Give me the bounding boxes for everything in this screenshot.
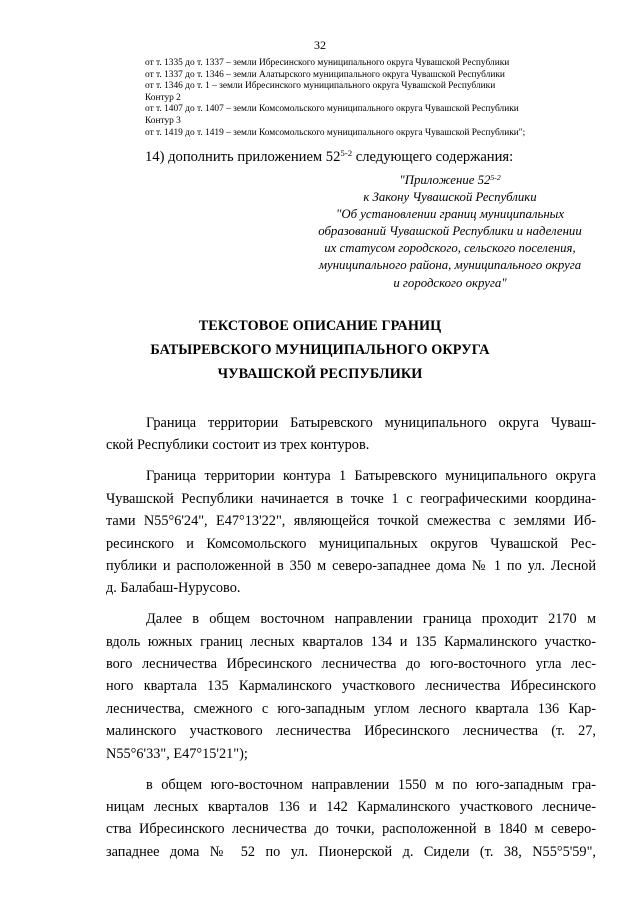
document-heading [0,314,640,386]
page-number: 32 [314,38,326,52]
boundary-segment-line: от т. 1335 до т. 1337 – земли Ибресинского муниципального округа Чувашской Республики [145,58,510,68]
text-line: ницам лесных кварталов 136 и 142 Кармалинского участкового лесниче- [106,799,596,816]
text-line: д. Балабаш-Нурусово. [106,580,241,597]
text-line: вдоль южных границ лесных кварталов 134 и 135 Кармалинского участко- [106,633,596,650]
appendix-line: к Закону Чувашской Республики [363,190,537,205]
body-text [106,412,596,863]
boundary-segment-line: от т. 1337 до т. 1346 – земли Алатырского муниципального округа Чувашской Республики [145,69,505,80]
contour-label: Контур 2 [145,92,181,103]
paragraph [106,774,596,864]
appendix-header [270,172,630,292]
heading-line: БАТЫРЕВСКОГО МУНИЦИПАЛЬНОГО ОКРУГА [150,342,490,358]
text-line: Чувашской Республики начинается в точке 1 с географическими координа- [106,490,596,507]
text-line: N55°6'33", E47°15'21"); [106,745,248,762]
paragraph [106,465,596,599]
text-line: малинского участкового лесничества Ибресинского лесничества (т. 27, [106,723,596,740]
boundary-segment-line: от т. 1419 до т. 1419 – земли Комсомольского муниципального округа Чувашской Республики"; [145,127,526,138]
text-line: ного квартала 135 Кармалинского участкового лесничества Ибресинского [106,678,596,695]
paragraph [106,608,596,765]
text-line: ства Ибресинского лесничества до точки, расположенной в 1840 м северо- [106,821,596,838]
appendix-title [270,172,630,189]
amendment-item-14 [145,148,513,166]
text-line: тами N55°6'24", E47°13'22", являющейся точкой смежества с землями Иб- [106,513,596,530]
appendix-line: муниципального района, муниципального округа [318,258,582,273]
heading-line: ТЕКСТОВОЕ ОПИСАНИЕ ГРАНИЦ [198,318,442,334]
text-line: ской Республики состоит из трех контуров. [106,437,370,454]
appendix-line: их статусом городского, сельского поселения, [324,241,576,256]
item-14-text: 14) дополнить приложением 52 [145,149,341,165]
boundary-segment-line: от т. 1407 до т. 1407 – земли Комсомольского муниципального округа Чувашской Республики [145,104,519,115]
paragraph [106,412,596,457]
appendix-title-text: "Приложение 52 [399,173,491,187]
contour-label: Контур 3 [145,115,181,126]
item-14-text-end: следующего содержания: [352,149,514,165]
appendix-title-superscript: 5-2 [490,172,501,182]
heading-line: ЧУВАШСКОЙ РЕСПУБЛИКИ [217,366,423,382]
text-line: ресинского и Комсомольского муниципальных округов Чувашской Рес- [106,535,596,552]
text-line: Далее в общем восточном направлении граница проходит 2170 м [146,611,596,628]
text-line: лесничества, смежного с юго-западным углом лесного квартала 136 Кар- [106,700,596,717]
appendix-line: и городского округа" [393,275,507,290]
appendix-line: "Об установлении границ муниципальных [335,207,565,222]
text-line: западнее дома № 52 по ул. Пионерской д. Сидели (т. 38, N55°5'59", [106,843,596,860]
item-14-superscript: 5-2 [340,148,353,159]
text-line: Граница территории Батыревского муниципального округа Чуваш- [146,415,596,431]
text-line: вого лесничества Ибресинского лесничества до юго-восточного угла лес- [106,656,596,673]
boundary-segment-line: от т. 1346 до т. 1 – земли Ибресинского муниципального округа Чувашской Республики [145,81,496,92]
text-line: публики и расположенной в 350 м северо-западнее дома № 1 по ул. Лесной [106,557,596,574]
appendix-line: образований Чувашской Республики и наделении [318,224,582,239]
text-line: Граница территории контура 1 Батыревского муниципального округа [146,468,596,485]
boundary-segment-list [145,58,615,139]
text-line: в общем юго-восточном направлении 1550 м по юго-западным гра- [146,776,596,793]
